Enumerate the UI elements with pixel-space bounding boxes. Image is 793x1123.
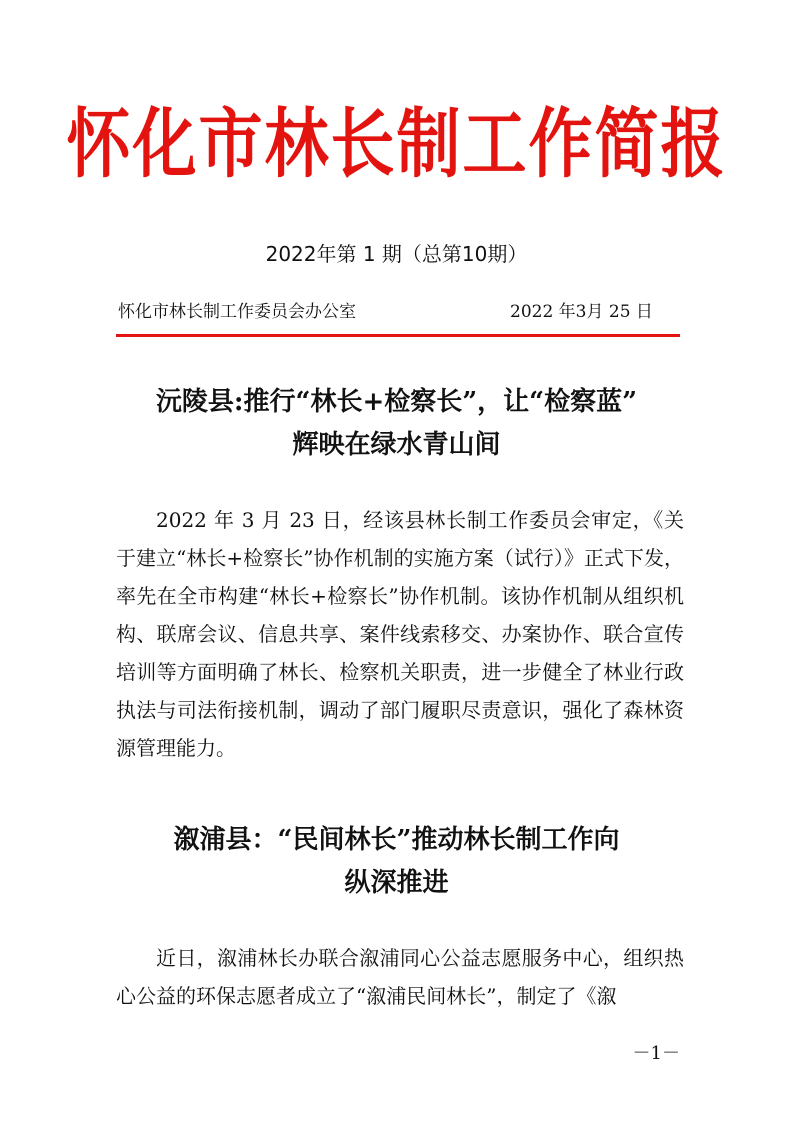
article-body: 2022 年 3 月 23 日，经该县林长制工作委员会审定，《关于建立“林长+检察长”协作机制的实施方案（试行）》正式下发，率先在全市构建“林长+检察长”协作机制。该协作机制从组织机构、联席会议、信息共享、案件线索移交、办案协作、联合宣传培训等方面明确了林长、检察机关职责，进一步健全了林业行政执法与司法衔接机制，调动了部门履职尽责意识，强化了森林资源管理能力。 [116, 508, 684, 760]
masthead-title: 怀化市林长制工作简报 [66, 101, 727, 189]
issuer-name: 怀化市林长制工作委员会办公室 [118, 302, 356, 322]
page-number: －1－ [632, 1043, 680, 1064]
headline-line: 纵深推进 [344, 868, 449, 898]
headline-line: 沅陵县:推行“林长+检察长”，让“检察蓝” [155, 387, 638, 417]
headline-line: 辉映在绿水青山间 [292, 430, 501, 460]
article-headline [90, 381, 703, 467]
article-headline [90, 819, 703, 905]
headline-line: 溆浦县：“民间林长”推动林长制工作向 [173, 825, 620, 855]
publication-date: 2022 年3月 25 日 [510, 302, 653, 322]
issue-number: 2022年第 1 期（总第10期） [265, 242, 528, 266]
article-body: 近日，溆浦林长办联合溆浦同心公益志愿服务中心，组织热心公益的环保志愿者成立了“溆浦民间林长”，制定了《溆 [116, 946, 684, 1008]
red-divider-rule [116, 334, 680, 337]
